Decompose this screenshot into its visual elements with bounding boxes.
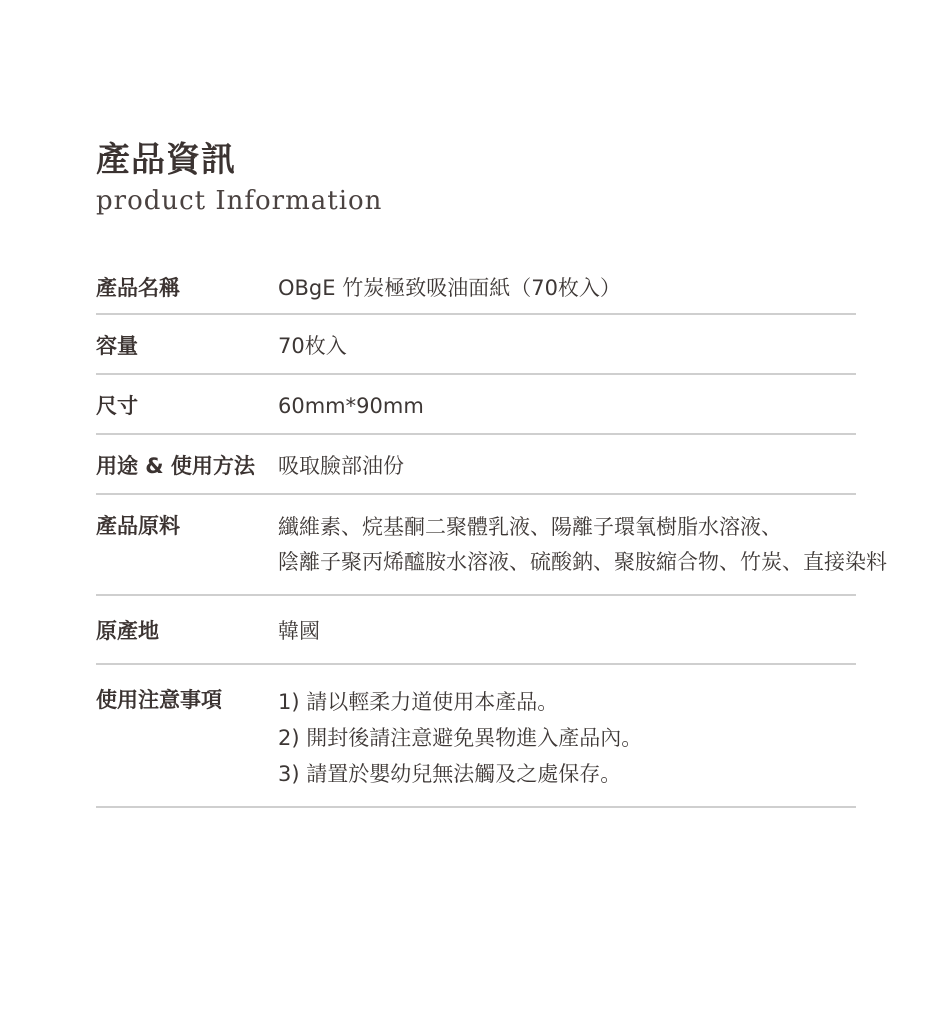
precaution-item: 1) 請以輕柔力道使用本產品。	[278, 690, 559, 714]
spec-label: 用途 & 使用方法	[96, 454, 255, 478]
ingredients-line: 陰離子聚丙烯醯胺水溶液、硫酸鈉、聚胺縮合物、竹炭、直接染料	[278, 550, 887, 574]
spec-label: 尺寸	[96, 394, 138, 418]
spec-row-ingredients	[96, 495, 887, 596]
spec-row-product-name	[96, 258, 856, 315]
spec-row-precautions	[96, 665, 856, 808]
ingredients-line: 纖維素、烷基酮二聚體乳液、陽離子環氧樹脂水溶液、	[278, 515, 782, 539]
page-title: 產品資訊	[96, 140, 236, 180]
spec-value: 60mm*90mm	[278, 394, 424, 418]
spec-row-usage	[96, 435, 856, 495]
spec-row-capacity	[96, 315, 856, 375]
spec-value: OBgE 竹炭極致吸油面紙（70枚入）	[278, 276, 621, 300]
spec-value: 70枚入	[278, 334, 347, 358]
spec-value: 韓國	[278, 619, 320, 643]
precaution-item: 3) 請置於嬰幼兒無法觸及之處保存。	[278, 762, 622, 786]
spec-label: 原產地	[96, 619, 159, 643]
spec-label: 產品原料	[96, 514, 180, 538]
spec-row-origin	[96, 596, 856, 665]
spec-row-size	[96, 375, 856, 435]
spec-value	[278, 684, 856, 806]
product-info-table	[96, 258, 887, 808]
spec-label: 使用注意事項	[96, 688, 222, 712]
precaution-item: 2) 開封後請注意避免異物進入產品內。	[278, 726, 643, 750]
page-subtitle: product Information	[96, 186, 383, 216]
spec-label: 容量	[96, 334, 138, 358]
spec-value: 吸取臉部油份	[278, 454, 404, 478]
spec-label: 產品名稱	[96, 276, 180, 300]
spec-value	[278, 510, 887, 594]
